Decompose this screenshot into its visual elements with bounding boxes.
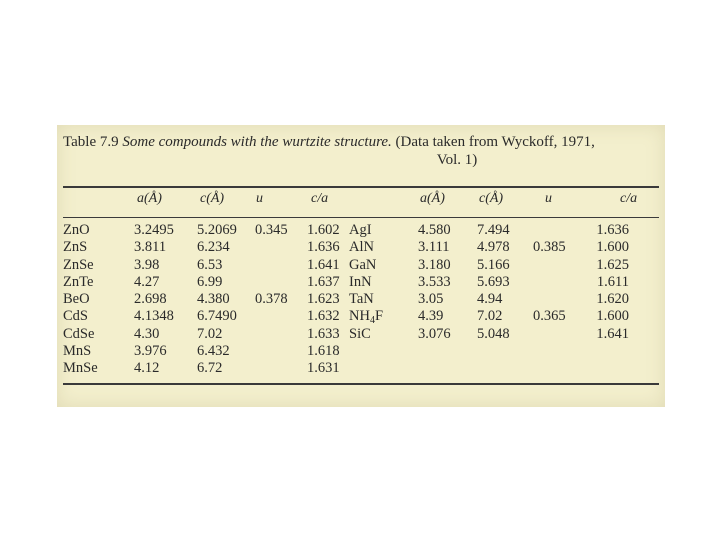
- table-cell-ca: 1.600: [596, 239, 629, 256]
- table-cell-u: [533, 291, 566, 308]
- table-cell-a: 4.580: [418, 222, 451, 238]
- table-cell-u: 0.365: [533, 308, 566, 325]
- table-cell-a: 3.976: [134, 343, 167, 360]
- table-cell-c: 6.7490: [197, 308, 237, 325]
- table-cell-a: 3.076: [418, 325, 451, 342]
- table-cell-u: [533, 274, 566, 291]
- table-cell-c: 6.432: [197, 343, 230, 360]
- table-cell-a: 4.39: [418, 308, 444, 325]
- header-u-left: u: [256, 191, 263, 206]
- table-cell-c: 5.048: [477, 325, 510, 342]
- table-cell-ca: 1.636: [596, 222, 629, 238]
- table-cell-compound: CdS: [63, 308, 88, 325]
- table-cell-c: 5.2069: [197, 222, 237, 238]
- left-ca-column: [307, 222, 340, 378]
- right-u-column: [533, 222, 566, 343]
- table-caption: [63, 133, 661, 169]
- left-a-column: [134, 222, 174, 378]
- table-cell-ca: 1.623: [307, 291, 340, 308]
- table-cell-u: 0.378: [255, 291, 288, 308]
- table-source-volume: Vol. 1): [436, 152, 478, 168]
- table-cell-a: 3.180: [418, 256, 451, 273]
- table-cell-c: 7.02: [197, 325, 223, 342]
- table-cell-a: 3.98: [134, 256, 160, 273]
- table-cell-ca: 1.633: [307, 325, 340, 342]
- table-cell-compound: MnSe: [63, 360, 98, 377]
- table-cell-a: 3.2495: [134, 222, 174, 238]
- table-cell-ca: 1.631: [307, 360, 340, 377]
- table-cell-compound: GaN: [349, 256, 377, 273]
- table-cell-ca: 1.636: [307, 239, 340, 256]
- table-cell-u: [533, 257, 566, 274]
- header-u-right: u: [545, 191, 552, 206]
- table-cell-c: 7.494: [477, 222, 510, 238]
- table-cell-a: 4.27: [134, 273, 160, 290]
- table-cell-ca: 1.625: [596, 256, 629, 273]
- header-a-right: a(Å): [420, 191, 445, 206]
- table-cell-ca: 1.611: [596, 273, 629, 290]
- table-cell-ca: 1.641: [307, 256, 340, 273]
- left-c-column: [197, 222, 237, 378]
- table-cell-u: [255, 239, 288, 256]
- left-compound-column: [63, 222, 98, 378]
- table-cell-ca: 1.618: [307, 343, 340, 360]
- table-cell-c: 4.978: [477, 239, 510, 256]
- table-cell-a: 4.1348: [134, 308, 174, 325]
- table-cell-compound: ZnSe: [63, 256, 94, 273]
- table-cell-u: [533, 326, 566, 343]
- table-cell-u: [255, 274, 288, 291]
- header-rule: [63, 217, 659, 218]
- table-cell-u: [533, 222, 566, 239]
- table-cell-c: 6.53: [197, 256, 223, 273]
- table-label: Table 7.9: [63, 134, 119, 150]
- table-cell-u: 0.345: [255, 222, 288, 238]
- right-a-column: [418, 222, 451, 343]
- table-cell-c: 6.234: [197, 239, 230, 256]
- right-compound-column: [349, 222, 383, 343]
- header-ca-right: c/a: [620, 191, 638, 206]
- table-cell-compound: SiC: [349, 325, 371, 342]
- table-cell-c: 6.99: [197, 273, 223, 290]
- table-cell-compound: ZnTe: [63, 273, 94, 290]
- table-cell-ca: 1.632: [307, 308, 340, 325]
- table-cell-ca: 1.600: [596, 308, 629, 325]
- table-source: (Data taken from Wyckoff, 1971,: [395, 134, 595, 150]
- header-c-right: c(Å): [479, 191, 504, 206]
- table-cell-ca: 1.620: [596, 291, 629, 308]
- right-ca-column: [577, 222, 629, 343]
- bottom-rule: [63, 383, 659, 385]
- table-cell-c: 7.02: [477, 308, 503, 325]
- table-cell-compound: MnS: [63, 343, 92, 360]
- table-cell-compound: InN: [349, 273, 372, 290]
- table-cell-compound: AgI: [349, 222, 372, 238]
- table-cell-u: 0.385: [533, 239, 566, 256]
- table-cell-a: 3.811: [134, 239, 167, 256]
- table-cell-compound: ZnS: [63, 239, 88, 256]
- table-cell-c: 4.94: [477, 291, 503, 308]
- table-cell-ca: 1.641: [596, 325, 629, 342]
- table-cell-a: 4.30: [134, 325, 160, 342]
- table-cell-c: 5.693: [477, 273, 510, 290]
- table-cell-a: 3.533: [418, 273, 451, 290]
- scanned-table-page: [57, 125, 665, 407]
- table-cell-a: 3.111: [418, 239, 450, 256]
- header-ca-left: c/a: [311, 191, 329, 206]
- right-c-column: [477, 222, 510, 343]
- table-cell-compound: ZnO: [63, 222, 90, 238]
- table-cell-a: 4.12: [134, 360, 160, 377]
- table-title: Some compounds with the wurtzite structure.: [122, 134, 392, 150]
- table-cell-c: 4.380: [197, 291, 230, 308]
- table-cell-a: 3.05: [418, 291, 444, 308]
- table-cell-u: [255, 326, 288, 343]
- table-cell-compound: CdSe: [63, 325, 95, 342]
- table-cell-u: [255, 343, 288, 360]
- table-cell-c: 6.72: [197, 360, 223, 377]
- header-c-left: c(Å): [200, 191, 225, 206]
- table-cell-a: 2.698: [134, 291, 167, 308]
- table-cell-ca: 1.637: [307, 273, 340, 290]
- table-cell-u: [255, 257, 288, 274]
- table-cell-ca: 1.602: [307, 222, 340, 238]
- top-rule: [63, 186, 659, 188]
- table-cell-u: [255, 308, 288, 325]
- left-u-column: [255, 222, 288, 378]
- table-cell-compound: TaN: [349, 291, 374, 308]
- table-cell-compound: $NH_4F$: [349, 308, 384, 327]
- header-a-left: a(Å): [137, 191, 162, 206]
- table-cell-compound: BeO: [63, 291, 90, 308]
- table-cell-compound: AlN: [349, 239, 374, 256]
- table-cell-c: 5.166: [477, 256, 510, 273]
- table-cell-u: [255, 360, 288, 377]
